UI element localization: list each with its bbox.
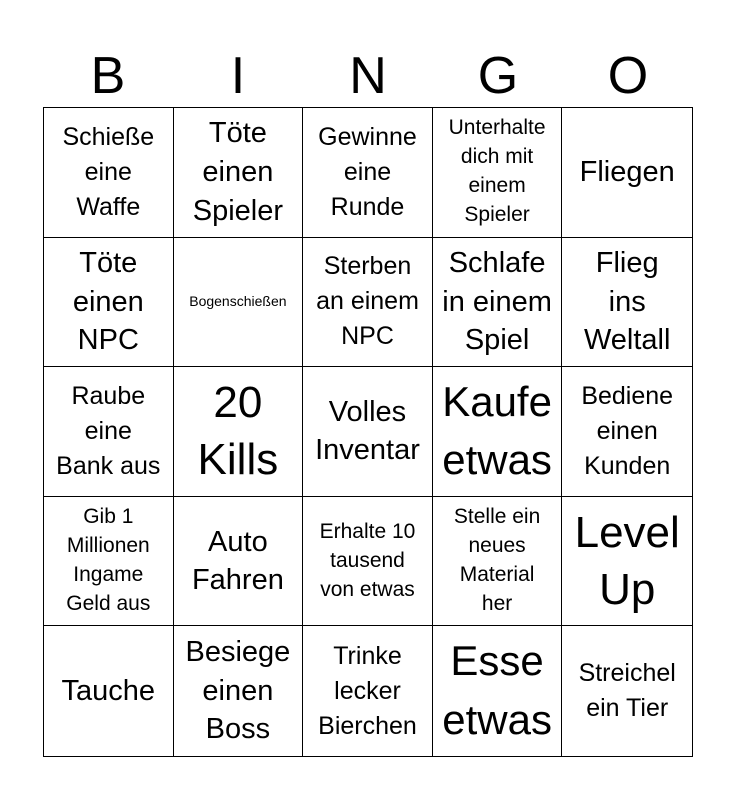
bingo-cell-line: Besiege: [185, 636, 291, 669]
bingo-cell-line: Level: [574, 507, 680, 557]
bingo-cell-line: einen: [72, 285, 144, 318]
bingo-cell-text: [581, 379, 673, 484]
bingo-cell-line: dich mit: [460, 145, 534, 169]
header-letter-g: G: [477, 47, 519, 105]
bingo-cell-line: Unterhalte: [448, 116, 546, 140]
bingo-cell-text: [580, 153, 675, 192]
bingo-cell-line: Volles: [328, 395, 407, 428]
bingo-cell-line: einen: [202, 674, 274, 707]
header-letter-n: N: [349, 47, 387, 105]
bingo-cell-text: [442, 632, 552, 750]
bingo-cell-line: einem: [468, 174, 526, 198]
bingo-cell-line: Fliegen: [579, 156, 675, 189]
bingo-cell-line: Töte: [79, 247, 138, 280]
bingo-cell-line: Up: [599, 565, 656, 615]
bingo-cell-line: Bierchen: [318, 711, 417, 740]
bingo-cell[interactable]: [174, 238, 304, 368]
bingo-cell-line: einen: [596, 416, 658, 445]
bingo-cell[interactable]: [562, 626, 692, 756]
bingo-cell[interactable]: [44, 497, 174, 627]
bingo-cell-text: [318, 639, 417, 744]
bingo-cell-line: Runde: [330, 192, 405, 221]
bingo-cell[interactable]: [44, 626, 174, 756]
bingo-cell-line: Flieg: [595, 247, 659, 280]
bingo-cell[interactable]: [303, 497, 433, 627]
bingo-cell-text: [193, 114, 283, 230]
bingo-cell[interactable]: [303, 108, 433, 238]
header-letter-o: O: [607, 47, 649, 105]
bingo-cell-line: Trinke: [333, 641, 402, 670]
bingo-grid: [43, 107, 693, 757]
bingo-cell-line: Tauche: [61, 674, 156, 707]
bingo-cell-text: [454, 503, 540, 619]
bingo-cell-text: [318, 120, 417, 225]
bingo-cell-text: [320, 518, 416, 605]
bingo-cell-line: lecker: [334, 676, 401, 705]
header-letter-b: B: [90, 47, 126, 105]
bingo-cell-line: Weltall: [583, 324, 671, 357]
bingo-cell-text: [62, 672, 156, 711]
bingo-cell-text: [584, 244, 671, 360]
bingo-cell-line: neues: [468, 534, 526, 558]
bingo-cell-line: Raube: [71, 381, 146, 410]
bingo-cell-line: tausend: [330, 548, 405, 572]
bingo-cell-line: Spieler: [464, 203, 530, 227]
bingo-cell-line: Boss: [205, 713, 271, 746]
bingo-cell-line: NPC: [77, 324, 139, 357]
bingo-cell-line: Töte: [208, 117, 267, 150]
bingo-cell-line: Bank aus: [56, 451, 161, 480]
bingo-cell-text: [315, 393, 420, 470]
bingo-cell[interactable]: [433, 497, 563, 627]
bingo-cell-line: 20: [213, 378, 263, 428]
bingo-cell-line: Fahren: [191, 564, 284, 597]
bingo-cell-text: [442, 244, 552, 360]
bingo-cell-line: Stelle ein: [453, 505, 541, 529]
bingo-cell-line: einen: [202, 156, 274, 189]
bingo-cell[interactable]: [562, 238, 692, 368]
bingo-cell-line: etwas: [442, 696, 552, 744]
bingo-cell-line: Erhalte 10: [319, 519, 416, 543]
bingo-cell[interactable]: [433, 367, 563, 497]
bingo-cell[interactable]: [433, 108, 563, 238]
bingo-cell[interactable]: [562, 367, 692, 497]
bingo-cell-line: Streichel: [578, 659, 676, 688]
bingo-cell-line: Esse: [450, 637, 544, 685]
bingo-cell-text: [442, 373, 552, 491]
bingo-cell-text: [62, 120, 154, 225]
bingo-cell[interactable]: [174, 367, 304, 497]
bingo-cell-line: her: [481, 592, 513, 616]
bingo-cell-line: NPC: [341, 322, 394, 351]
bingo-cell[interactable]: [44, 238, 174, 368]
bingo-cell[interactable]: [174, 626, 304, 756]
bingo-cell-line: Kaufe: [442, 377, 552, 425]
bingo-cell-line: Gewinne: [318, 122, 417, 151]
bingo-cell-line: etwas: [442, 436, 552, 484]
bingo-cell[interactable]: [174, 108, 304, 238]
bingo-cell[interactable]: [433, 238, 563, 368]
bingo-cell-text: [73, 244, 144, 360]
bingo-cell[interactable]: [562, 108, 692, 238]
bingo-cell-text: [316, 249, 419, 354]
bingo-cell-line: Material: [459, 563, 535, 587]
bingo-cell-line: in einem: [442, 285, 552, 318]
bingo-cell-text: [192, 523, 284, 600]
bingo-cell-line: Millionen: [66, 534, 150, 558]
bingo-cell-line: eine: [343, 157, 392, 186]
bingo-cell-text: [56, 379, 160, 484]
bingo-cell-line: von etwas: [320, 577, 415, 601]
bingo-cell[interactable]: [44, 367, 174, 497]
bingo-cell[interactable]: [303, 238, 433, 368]
bingo-cell-text: [66, 503, 150, 619]
bingo-cell[interactable]: [44, 108, 174, 238]
bingo-cell-line: Ingame: [73, 563, 144, 587]
bingo-cell-line: ins: [608, 285, 646, 318]
bingo-cell-line: Sterben: [323, 252, 412, 281]
bingo-cell-text: [185, 633, 290, 749]
bingo-cell[interactable]: [303, 367, 433, 497]
bingo-cell-line: an einem: [316, 287, 419, 316]
bingo-cell-line: Geld aus: [66, 592, 151, 616]
bingo-cell-text: [198, 374, 279, 488]
bingo-cell-line: Kunden: [584, 451, 671, 480]
bingo-cell-line: Inventar: [315, 434, 420, 467]
bingo-cell-line: Schieße: [62, 122, 155, 151]
bingo-cell[interactable]: [433, 626, 563, 756]
bingo-header: [43, 44, 693, 108]
bingo-cell-line: eine: [84, 416, 132, 445]
header-letter-i: I: [230, 47, 246, 105]
bingo-cell-line: Gib 1: [83, 505, 134, 529]
bingo-cell-line: Schlafe: [448, 247, 546, 280]
bingo-cell-line: Spieler: [192, 194, 284, 227]
bingo-cell-text: [189, 293, 286, 310]
bingo-cell-line: Auto: [208, 525, 268, 558]
bingo-cell[interactable]: [303, 626, 433, 756]
bingo-cell[interactable]: [174, 497, 304, 627]
bingo-cell-line: eine: [84, 157, 132, 186]
bingo-cell-line: Kills: [197, 435, 279, 485]
bingo-cell-line: ein Tier: [586, 694, 669, 723]
bingo-cell-line: Spiel: [464, 324, 530, 357]
bingo-cell-line: Bogenschießen: [189, 293, 287, 310]
bingo-cell-text: [449, 114, 546, 230]
bingo-cell-line: Bediene: [581, 381, 674, 410]
bingo-cell-text: [575, 504, 680, 618]
bingo-cell-line: Waffe: [76, 192, 141, 221]
bingo-cell[interactable]: [562, 497, 692, 627]
bingo-cell-text: [579, 656, 676, 726]
